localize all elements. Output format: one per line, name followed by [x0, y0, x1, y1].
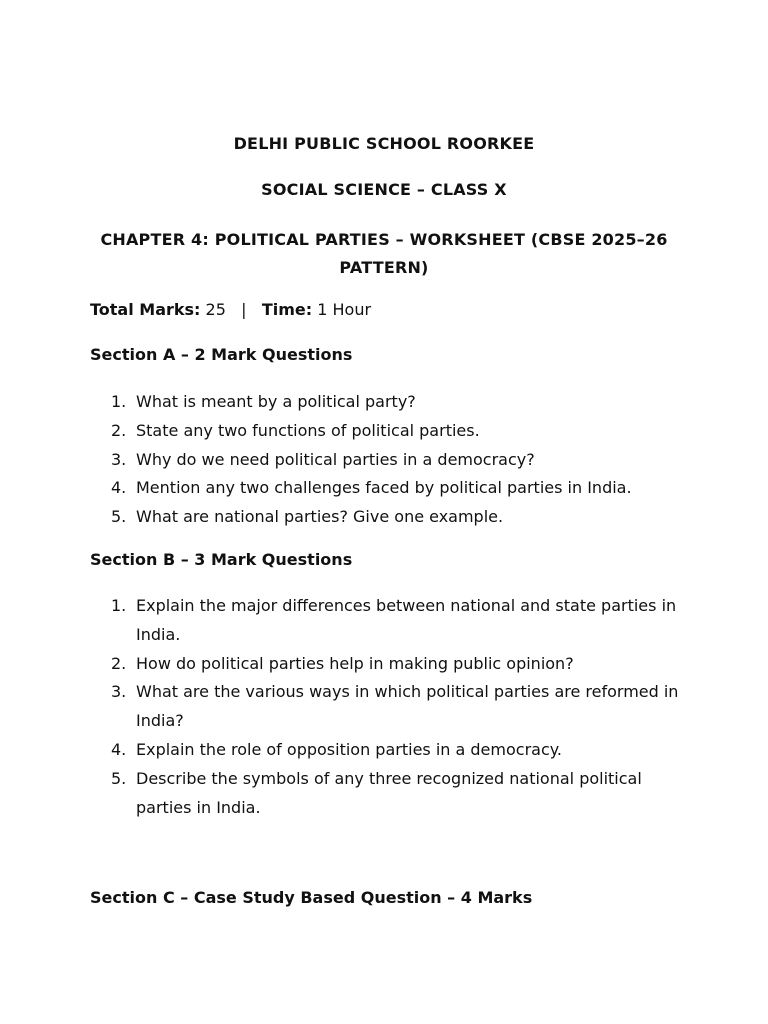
question-text: How do political parties help in making public opinion? — [136, 653, 574, 673]
list-item — [90, 678, 690, 736]
list-item — [90, 388, 690, 417]
list-item — [90, 474, 690, 503]
list-item — [90, 417, 690, 446]
time-value: 1 Hour — [317, 300, 372, 319]
question-number: 3. — [111, 449, 127, 469]
subject-title: SOCIAL SCIENCE – CLASS X — [261, 180, 507, 199]
marks-time-line — [90, 300, 371, 319]
total-marks-label: Total Marks: — [90, 300, 201, 319]
question-text: What are national parties? Give one example. — [136, 507, 504, 527]
question-number: 3. — [111, 682, 127, 702]
question-text: State any two functions of political parties. — [136, 420, 480, 440]
school-name: DELHI PUBLIC SCHOOL ROORKEE — [233, 134, 535, 153]
list-item — [90, 592, 690, 650]
question-number: 1. — [111, 596, 127, 615]
question-number: 1. — [111, 392, 127, 411]
total-marks-value: 25 — [205, 300, 226, 319]
question-text: What is meant by a political party? — [136, 392, 416, 411]
question-text: Explain the role of opposition parties in a democracy. — [136, 739, 563, 759]
section-b-questions — [90, 592, 690, 822]
list-item — [90, 765, 690, 823]
question-number: 2. — [111, 420, 127, 440]
separator: | — [241, 300, 247, 319]
question-number: 4. — [111, 478, 127, 498]
chapter-title: CHAPTER 4: POLITICAL PARTIES – WORKSHEET (CBSE 2025–26 PATTERN) — [100, 230, 668, 277]
question-text: Explain the major differences between national and state parties in India. — [136, 596, 677, 644]
question-text: Mention any two challenges faced by political parties in India. — [136, 478, 632, 498]
list-item — [90, 503, 690, 532]
question-number: 4. — [111, 739, 127, 759]
list-item — [90, 736, 690, 765]
section-a-heading: Section A – 2 Mark Questions — [90, 345, 353, 364]
question-number: 2. — [111, 653, 127, 673]
question-number: 5. — [111, 507, 127, 527]
section-a-questions — [90, 388, 690, 532]
list-item — [90, 446, 690, 475]
question-text: What are the various ways in which political parties are reformed in India? — [136, 682, 679, 731]
list-item — [90, 650, 690, 679]
question-text: Why do we need political parties in a democracy? — [136, 449, 535, 469]
section-c-heading: Section C – Case Study Based Question – 4 Marks — [90, 888, 533, 907]
question-number: 5. — [111, 768, 127, 788]
section-b-heading: Section B – 3 Mark Questions — [90, 550, 353, 569]
time-label: Time: — [261, 300, 313, 319]
question-text: Describe the symbols of any three recognized national political parties in India. — [136, 768, 642, 817]
